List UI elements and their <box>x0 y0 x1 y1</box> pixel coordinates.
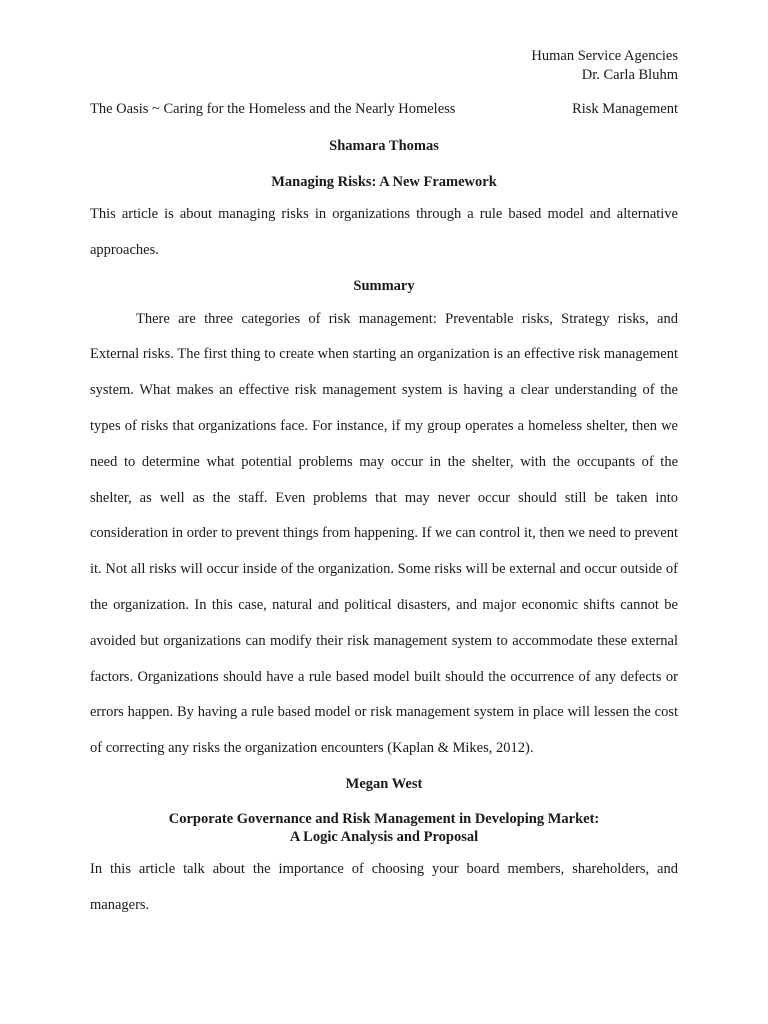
article-intro-2: In this article talk about the importance of choosing your board members, shareholders, and managers. <box>90 860 678 913</box>
article-title-1: Managing Risks: A New Framework <box>271 174 497 190</box>
project-title: The Oasis ~ Caring for the Homeless and the Nearly Homeless <box>90 101 456 117</box>
author-name-2: Megan West <box>345 775 423 792</box>
article-intro-1: This article is about managing risks in organizations through a rule based model and alternative approaches. <box>90 206 678 258</box>
project-line <box>90 100 678 119</box>
document-body <box>90 135 678 924</box>
summary-heading: Summary <box>353 277 415 294</box>
article-title-2-line1: Corporate Governance and Risk Management in Developing Market: <box>168 810 600 827</box>
article-title-2-line2: A Logic Analysis and Proposal <box>289 828 479 845</box>
course-name: Human Service Agencies <box>531 48 678 64</box>
author-name-1: Shamara Thomas <box>329 138 439 154</box>
instructor-name: Dr. Carla Bluhm <box>581 67 678 83</box>
topic-label: Risk Management <box>572 101 678 117</box>
summary-paragraph: There are three categories of risk management: Preventable risks, Strategy risks, and External risks. The first thing to create when starting an organization is an effective risk management system. What makes an effective risk management system is having a clear understanding of the types of risks that organizations face. For instance, if my group operates a homeless shelter, then we need to determine what potential problems may occur in the shelter, with the occupants of the shelter, as well as the staff. Even problems that may never occur should still be taken into consideration in order to prevent things from happening. If we can control it, then we need to prevent it. Not all risks will occur inside of the organization. Some risks will be external and occur outside of the organization. In this case, natural and political disasters, and major economic shifts cannot be avoided but organizations can modify their risk management system to accommodate these external factors. Organizations should have a rule based model built should the occurrence of any defects or errors happen. By having a rule based model or risk management system in place will lessen the cost of correcting any risks the organization encounters (Kaplan & Mikes, 2012). <box>90 310 678 757</box>
header-right-block <box>531 47 678 85</box>
